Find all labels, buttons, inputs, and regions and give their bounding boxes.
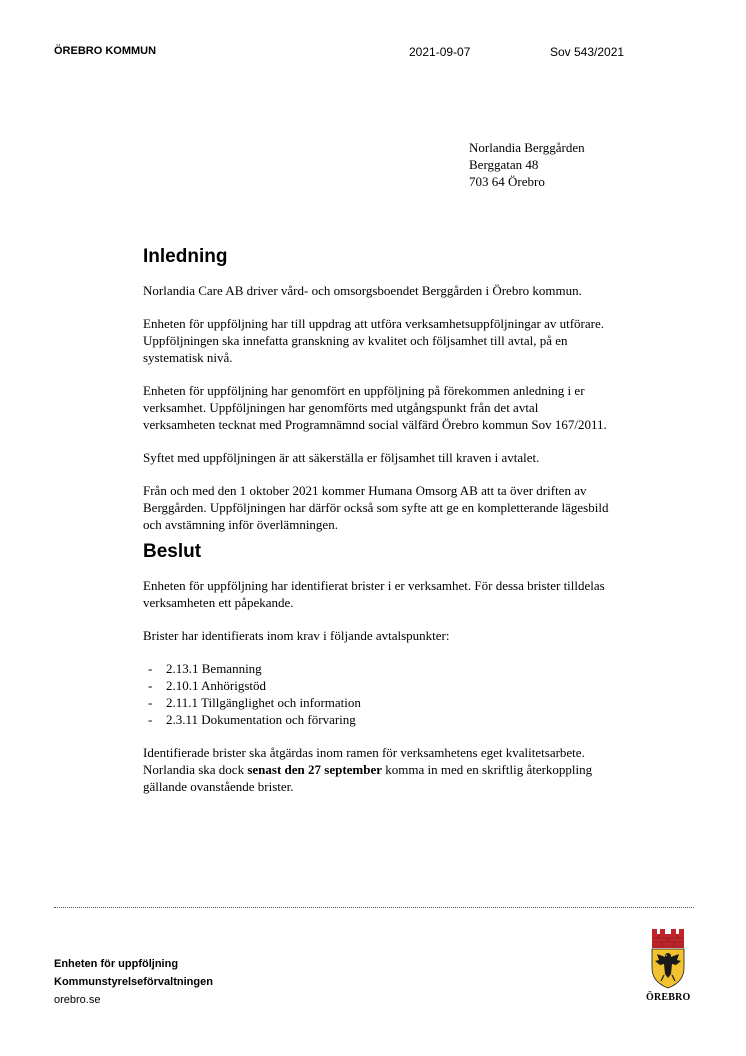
list-item	[143, 711, 613, 728]
list-item	[143, 660, 613, 677]
decision-paragraph-1: Enheten för uppföljning har identifierat brister i er verksamhet. För dessa brister tilldelas verksamheten ett påpekande.	[143, 578, 605, 610]
intro-paragraph-1: Norlandia Care AB driver vård- och omsorgsboendet Berggården i Örebro kommun.	[143, 283, 582, 298]
intro-paragraph-5: Från och med den 1 oktober 2021 kommer Humana Omsorg AB att ta över driften av Berggården. Uppföljningen har därför också som syfte att ge en kompletterande lägesbild och avstämning inför överlämningen.	[143, 483, 609, 532]
intro-paragraph-2: Enheten för uppföljning har till uppdrag att utföra verksamhetsuppföljningar av utförare. Uppföljningen ska innefatta granskning av kvalitet och följsamhet till avtal, på en systematisk nivå.	[143, 316, 604, 365]
list-item	[143, 677, 613, 694]
document-body	[143, 244, 613, 795]
address-line-postal: 703 64 Örebro	[469, 174, 545, 189]
list-item-text: 2.3.11 Dokumentation och förvaring	[166, 712, 356, 727]
deficiency-list	[143, 660, 613, 728]
footer-divider	[54, 907, 694, 908]
footer-info	[54, 955, 213, 1009]
decision-text-before: Identifierade brister ska åtgärdas inom ramen för verksamhetens eget kvalitetsarbete. Norlandia ska dock	[143, 745, 585, 777]
address-line-street: Berggatan 48	[469, 157, 539, 172]
logo-text: ÖREBRO	[646, 992, 691, 1003]
header-date: 2021-09-07	[409, 45, 471, 59]
footer-unit: Enheten för uppföljning	[54, 958, 179, 970]
dash-bullet: -	[148, 678, 153, 693]
dash-bullet: -	[148, 712, 153, 727]
intro-heading: Inledning	[143, 246, 228, 267]
decision-paragraph-2: Brister har identifierats inom krav i följande avtalspunkter:	[143, 628, 450, 643]
address-line-name: Norlandia Berggården	[469, 140, 585, 155]
decision-paragraph-3	[143, 744, 613, 795]
coat-of-arms-icon	[650, 928, 686, 990]
list-item-text: 2.10.1 Anhörigstöd	[166, 678, 267, 693]
footer-department: Kommunstyrelseförvaltningen	[54, 976, 213, 988]
decision-text-after: komma in med en skriftlig återkoppling gällande ovanstående brister.	[143, 762, 593, 794]
header-organization: ÖREBRO KOMMUN	[54, 45, 157, 57]
decision-heading: Beslut	[143, 541, 202, 562]
intro-paragraph-4: Syftet med uppföljningen är att säkerställa er följsamhet till kraven i avtalet.	[143, 450, 540, 465]
intro-paragraph-3: Enheten för uppföljning har genomfört en uppföljning på förekommen anledning i er verksamhet. Uppföljningen har genomförts med utgångspunkt från det avtal verksamheten tecknat med Programnämnd social välfärd Örebro kommun Sov 167/2011.	[143, 383, 607, 432]
list-item-text: 2.13.1 Bemanning	[166, 661, 262, 676]
list-item	[143, 694, 613, 711]
footer-website[interactable]: orebro.se	[54, 994, 101, 1006]
list-item-text: 2.11.1 Tillgänglighet och information	[166, 695, 361, 710]
recipient-address	[469, 139, 585, 190]
dash-bullet: -	[148, 695, 153, 710]
dash-bullet: -	[148, 661, 153, 676]
header-reference: Sov 543/2021	[550, 45, 625, 59]
deadline-emphasis: senast den 27 september	[247, 762, 383, 777]
